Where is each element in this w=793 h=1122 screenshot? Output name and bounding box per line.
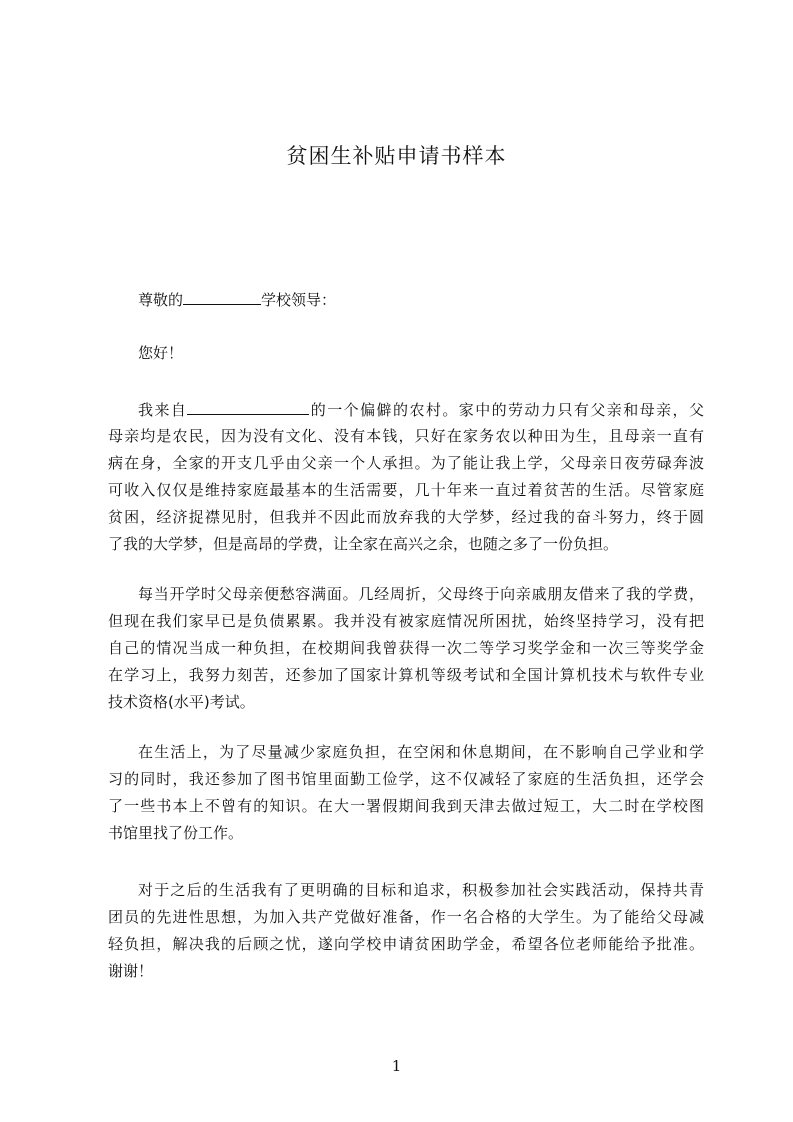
paragraph-4-line-3: 轻负担，解决我的后顾之忧，遂向学校申请贫困助学金，希望各位老师能给予批准。 <box>108 935 704 953</box>
school-name-blank <box>183 289 261 305</box>
paragraph-4-line-2: 团员的先进性思想，为加入共产党做好准备，作一名合格的大学生。为了能给父母减 <box>108 908 704 926</box>
paragraph-2-line-2: 但现在我们家早已是负债累累。我并没有被家庭情况所困扰，始终坚持学习，没有把 <box>108 612 704 630</box>
hometown-blank <box>187 399 309 415</box>
salutation-suffix: 学校领导： <box>261 291 337 309</box>
paragraph-3-line-3: 了一些书本上不曾有的知识。在大一署假期间我到天津去做过短工，大二时在学校图 <box>108 797 704 815</box>
greeting: 您好！ <box>138 344 184 362</box>
paragraph-4-line-1: 对于之后的生活我有了更明确的目标和追求，积极参加社会实践活动，保持共青 <box>138 881 704 899</box>
paragraph-4-line-4: 谢谢！ <box>108 962 154 980</box>
paragraph-2-line-4: 在学习上，我努力刻苦，还参加了国家计算机等级考试和全国计算机技术与软件专业 <box>108 666 704 684</box>
paragraph-1-line-6: 了我的大学梦，但是高昂的学费，让全家在高兴之余，也随之多了一份负担。 <box>108 535 619 553</box>
paragraph-3-line-1: 在生活上，为了尽量减少家庭负担，在空闲和休息期间，在不影响自己学业和学 <box>138 743 704 761</box>
paragraph-1-line-1-text: 的一个偏僻的农村。家中的劳动力只有父亲和母亲，父 <box>309 401 704 419</box>
salutation-line <box>138 289 704 310</box>
paragraph-1-line-5: 贫困，经济捉襟见肘，但我并不因此而放弃我的大学梦，经过我的奋斗努力，终于圆 <box>108 508 704 526</box>
paragraph-3-line-2: 习的同时，我还参加了图书馆里面勤工俭学，这不仅减轻了家庭的生活负担，还学会 <box>108 770 704 788</box>
hometown-prefix: 我来自 <box>138 401 188 419</box>
document-title: 贫困生补贴申请书样本 <box>286 144 507 168</box>
salutation-prefix: 尊敬的 <box>138 291 184 309</box>
paragraph-3-line-4: 书馆里找了份工作。 <box>108 824 244 842</box>
page-number: 1 <box>391 1057 402 1075</box>
paragraph-1-line-3: 病在身，全家的开支几乎由父亲一个人承担。为了能让我上学，父母亲日夜劳碌奔波 <box>108 454 704 472</box>
paragraph-2-line-3: 自己的情况当成一种负担，在校期间我曾获得一次二等学习奖学金和一次三等奖学金 <box>108 639 704 657</box>
paragraph-1-line-4: 可收入仅仅是维持家庭最基本的生活需要，几十年来一直过着贫苦的生活。尽管家庭 <box>108 481 704 499</box>
paragraph-1-line-1 <box>138 399 704 420</box>
paragraph-1-line-2: 母亲均是农民，因为没有文化、没有本钱，只好在家务农以种田为生，且母亲一直有 <box>108 427 704 445</box>
paragraph-2-line-5: 技术资格(水平)考试。 <box>108 693 255 711</box>
paragraph-2-line-1: 每当开学时父母亲便愁容满面。几经周折，父母终于向亲戚朋友借来了我的学费， <box>138 585 704 603</box>
